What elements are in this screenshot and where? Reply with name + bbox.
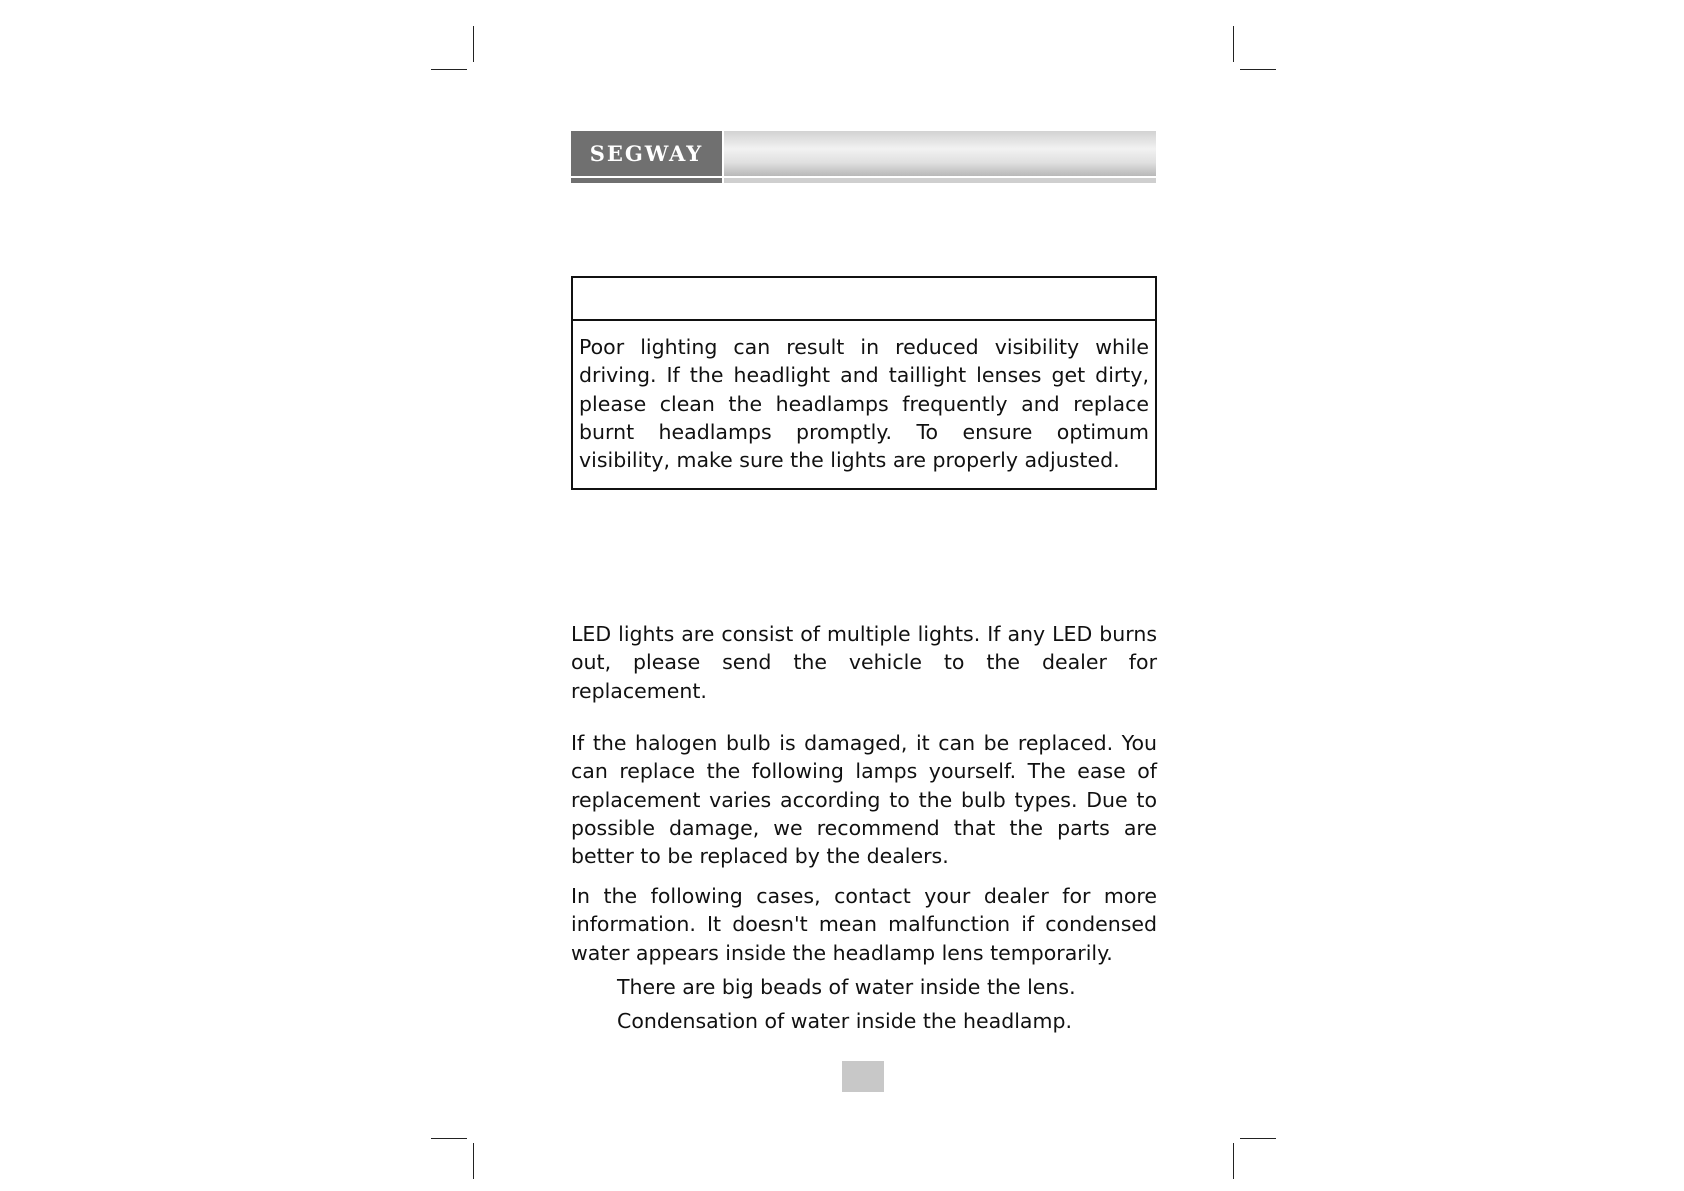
led-paragraph: LED lights are consist of multiple lights. If any LED burns out, please send the vehicle to the dealer for replacement. [571, 622, 1157, 703]
halogen-paragraph: If the halogen bulb is damaged, it can be replaced. You can replace the following lamps yourself. The ease of replacement varies according to the bulb types. Due to possible damage, we recommend that the parts are better to be replaced by the dealers. [571, 731, 1157, 869]
warning-box [571, 276, 1157, 490]
crop-mark [431, 69, 467, 70]
logo-underline [571, 178, 722, 183]
logo-text: SEGWAY [589, 141, 704, 166]
header-gradient-underline [724, 178, 1156, 183]
warning-body: Poor lighting can result in reduced visibility while driving. If the headlight and taillight lenses get dirty, please clean the headlamps frequently and replace burnt headlamps promptly. To ensure optimum visibility, make sure the lights are properly adjusted. [579, 335, 1149, 473]
crop-mark [431, 1138, 467, 1139]
crop-mark [1240, 1138, 1276, 1139]
page-number-box [842, 1061, 884, 1092]
crop-mark [473, 26, 474, 62]
condensation-paragraph: In the following cases, contact your dealer for more information. It doesn't mean malfunction if condensed water appears inside the headlamp lens temporarily. [571, 884, 1157, 965]
list-item: There are big beads of water inside the lens. [617, 975, 1076, 999]
header-gradient-band [724, 131, 1156, 176]
crop-mark [473, 1143, 474, 1179]
crop-mark [1240, 69, 1276, 70]
crop-mark [1233, 1143, 1234, 1179]
segway-logo [571, 131, 722, 176]
page-header [571, 131, 1156, 177]
warning-title [573, 278, 1155, 321]
list-item: Condensation of water inside the headlamp. [617, 1009, 1072, 1033]
crop-mark [1233, 26, 1234, 62]
